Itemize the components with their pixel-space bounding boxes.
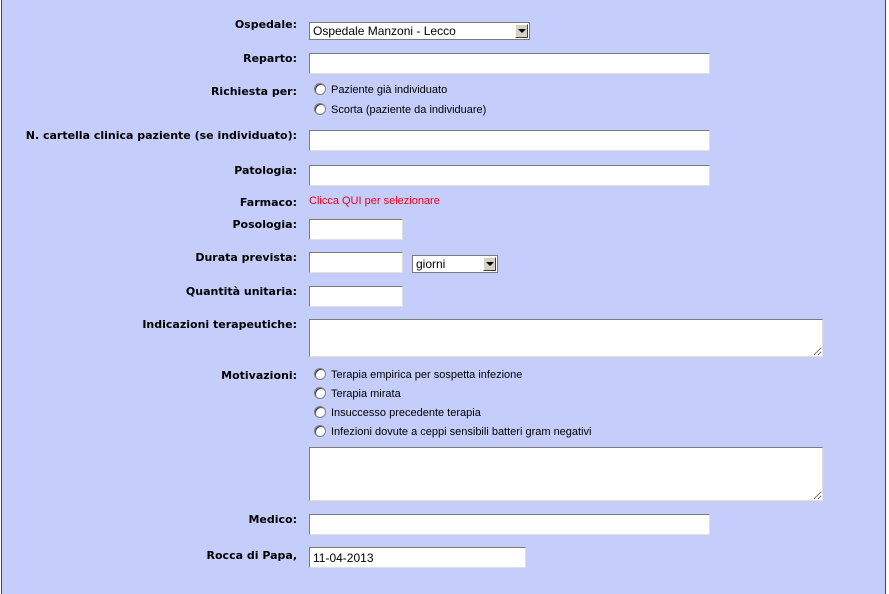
reparto-input[interactable] [309, 53, 710, 74]
durata-unit-value: giorni [416, 257, 446, 271]
chevron-down-icon[interactable] [483, 257, 496, 271]
posologia-input[interactable] [309, 219, 403, 240]
farmaco-select-link[interactable]: Clicca QUI per selezionare [309, 195, 440, 207]
date-input[interactable] [309, 547, 526, 568]
quantita-input[interactable] [309, 286, 403, 307]
patologia-input[interactable] [309, 165, 710, 186]
motivazioni-textarea[interactable] [309, 447, 823, 501]
durata-label: Durata prevista: [195, 251, 297, 264]
reparto-label: Reparto: [243, 52, 297, 65]
radio-icon[interactable] [314, 406, 326, 418]
motivazioni-label: Motivazioni: [221, 369, 297, 382]
posologia-label: Posologia: [232, 218, 297, 231]
motivazioni-option-4[interactable]: Infezioni dovute a ceppi sensibili batteri gram negativi [314, 425, 591, 438]
cartella-input[interactable] [309, 130, 710, 151]
ospedale-value: Ospedale Manzoni - Lecco [313, 24, 456, 38]
radio-icon[interactable] [314, 83, 326, 95]
durata-input[interactable] [309, 252, 403, 273]
richiesta-label: Richiesta per: [210, 85, 297, 98]
radio-icon[interactable] [314, 387, 326, 399]
quantita-label: Quantità unitaria: [185, 285, 297, 298]
medico-label: Medico: [248, 513, 297, 526]
richiesta-option-2[interactable]: Scorta (paziente da individuare) [314, 103, 486, 116]
form-panel [1, 0, 886, 594]
radio-icon[interactable] [314, 368, 326, 380]
durata-unit-select[interactable] [412, 255, 498, 273]
indicazioni-label: Indicazioni terapeutiche: [142, 318, 297, 331]
radio-icon[interactable] [314, 425, 326, 437]
motivazioni-option-2[interactable]: Terapia mirata [314, 387, 401, 400]
ospedale-select[interactable] [309, 22, 530, 40]
richiesta-option-1[interactable]: Paziente già individuato [314, 83, 447, 96]
medico-input[interactable] [309, 514, 710, 535]
luogo-label: Rocca di Papa, [206, 549, 297, 562]
farmaco-label: Farmaco: [239, 196, 297, 209]
patologia-label: Patologia: [234, 164, 297, 177]
motivazioni-option-1[interactable]: Terapia empirica per sospetta infezione [314, 368, 522, 381]
ospedale-label: Ospedale: [234, 18, 297, 31]
motivazioni-option-3[interactable]: Insuccesso precedente terapia [314, 406, 481, 419]
radio-icon[interactable] [314, 103, 326, 115]
cartella-label: N. cartella clinica paziente (se individuato): [25, 129, 297, 142]
chevron-down-icon[interactable] [515, 24, 528, 38]
indicazioni-textarea[interactable] [309, 319, 823, 357]
